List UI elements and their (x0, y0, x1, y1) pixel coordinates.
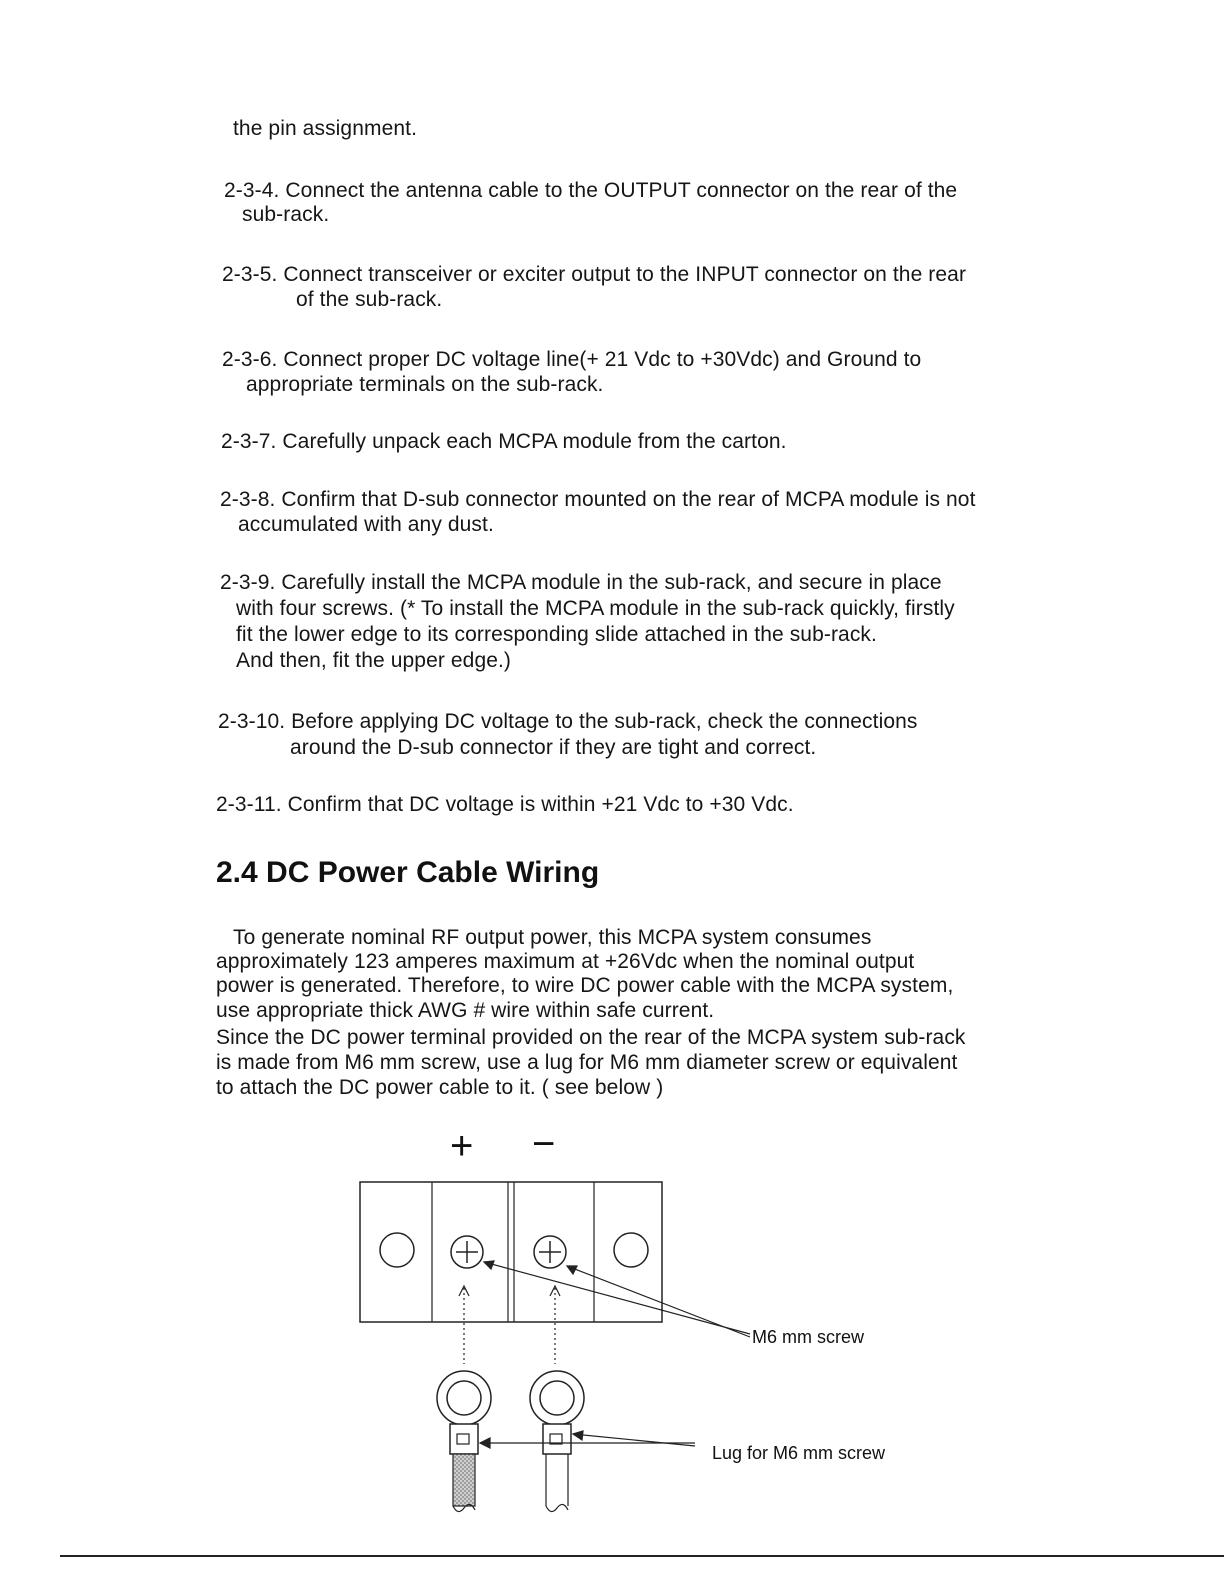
lug-leader-lines (480, 1431, 695, 1448)
step-line: 2-3-9. Carefully install the MCPA module in the sub-rack, and secure in place (220, 571, 942, 594)
lug-label: Lug for M6 mm screw (712, 1443, 886, 1463)
step-line: around the D-sub connector if they are tight and correct. (290, 736, 817, 759)
m6-screw-positive (451, 1236, 483, 1268)
paragraph-line: To generate nominal RF output power, this MCPA system consumes (233, 926, 872, 949)
m6-screw-negative (534, 1236, 566, 1268)
step-line: accumulated with any dust. (238, 513, 494, 536)
step-line: 2-3-11. Confirm that DC voltage is within +21 Vdc to +30 Vdc. (216, 793, 794, 816)
step-line: sub-rack. (242, 203, 330, 226)
step-line: 2-3-5. Connect transceiver or exciter output to the INPUT connector on the rear (222, 263, 967, 286)
screw-label: M6 mm screw (752, 1327, 864, 1347)
terminal-diagram (340, 1170, 780, 1540)
minus-sign: − (532, 1122, 556, 1166)
continuation-text: the pin assignment. (233, 117, 418, 140)
step-line: 2-3-8. Confirm that D-sub connector mounted on the rear of MCPA module is not (220, 488, 976, 511)
step-line: 2-3-6. Connect proper DC voltage line(+ 21 Vdc to +30Vdc) and Ground to (222, 348, 922, 371)
section-heading: 2.4 DC Power Cable Wiring (216, 856, 600, 889)
paragraph-line: is made from M6 mm screw, use a lug for M6 mm diameter screw or equivalent (216, 1051, 958, 1074)
paragraph-line: power is generated. Therefore, to wire DC power cable with the MCPA system, (216, 974, 954, 997)
mounting-hole-left (380, 1233, 414, 1267)
paragraph-line: use appropriate thick AWG # wire within safe current. (216, 999, 715, 1022)
step-line: 2-3-10. Before applying DC voltage to the sub-rack, check the connections (218, 710, 918, 733)
step-line: of the sub-rack. (296, 288, 443, 311)
plus-sign: + (450, 1124, 474, 1168)
lug-negative (530, 1371, 584, 1512)
bottom-rule (60, 1555, 1224, 1557)
terminal-block (360, 1182, 662, 1322)
step-line: appropriate terminals on the sub-rack. (246, 373, 604, 396)
paragraph-line: approximately 123 amperes maximum at +26Vdc when the nominal output (216, 950, 915, 973)
step-line: 2-3-4. Connect the antenna cable to the OUTPUT connector on the rear of the (224, 179, 958, 202)
insertion-arrows (459, 1286, 560, 1364)
step-line: fit the lower edge to its corresponding slide attached in the sub-rack. (236, 623, 877, 646)
screw-leader-lines (484, 1261, 750, 1337)
step-line: And then, fit the upper edge.) (236, 649, 512, 672)
step-line: 2-3-7. Carefully unpack each MCPA module from the carton. (221, 430, 787, 453)
paragraph-line: to attach the DC power cable to it. ( see below ) (216, 1076, 664, 1099)
step-line: with four screws. (* To install the MCPA module in the sub-rack quickly, firstly (236, 597, 955, 620)
paragraph-line: Since the DC power terminal provided on the rear of the MCPA system sub-rack (216, 1026, 966, 1049)
mounting-hole-right (614, 1233, 648, 1267)
